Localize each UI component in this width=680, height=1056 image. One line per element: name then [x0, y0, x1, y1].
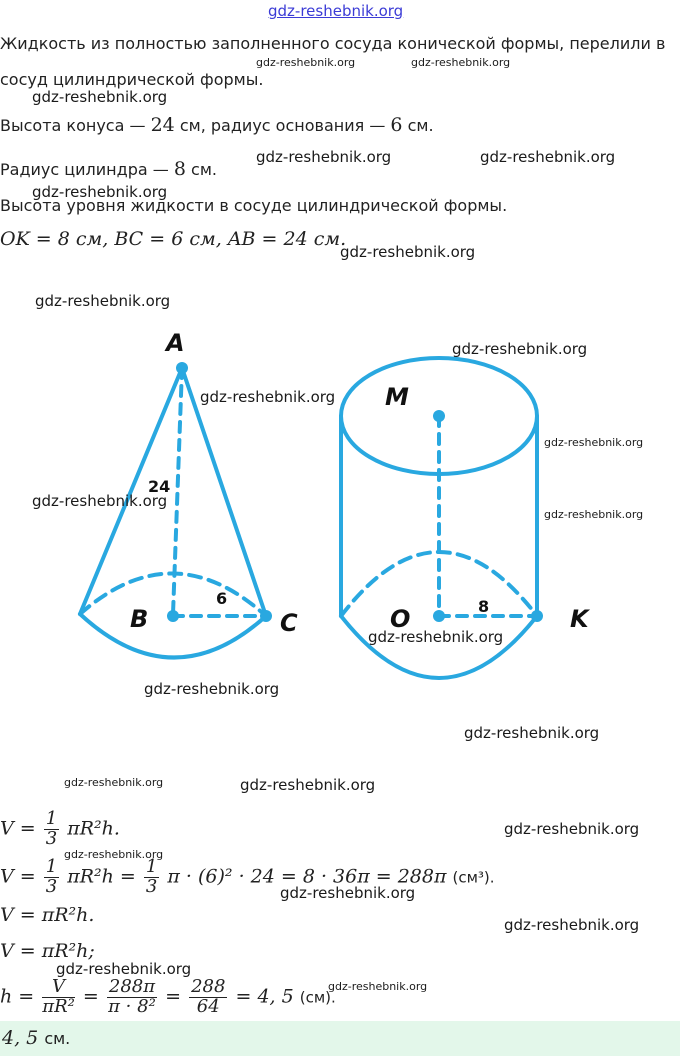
- fraction-one-third-3: [144, 858, 159, 897]
- given-values: OK = 8 см, BC = 6 см, AB = 24 см.: [0, 228, 347, 250]
- point-b-dot: [167, 610, 179, 622]
- cone-radius-value: 6: [390, 114, 403, 136]
- fraction-v-over-pir2: [42, 978, 75, 1017]
- watermark: gdz-reshebnik.org: [256, 56, 356, 69]
- watermark: gdz-reshebnik.org: [240, 776, 376, 794]
- watermark: gdz-reshebnik.org: [452, 340, 588, 358]
- formula-cylinder-volume-2: V = πR²h;: [0, 940, 95, 962]
- point-m-dot: [433, 410, 445, 422]
- watermark: gdz-reshebnik.org: [504, 916, 640, 934]
- watermark: gdz-reshebnik.org: [32, 183, 168, 201]
- label-c: C: [280, 609, 298, 637]
- formula-1-lhs: V =: [0, 817, 36, 840]
- watermark: gdz-reshebnik.org: [544, 508, 644, 521]
- answer-value: 4, 5: [2, 1027, 39, 1049]
- label-cone-height: 24: [148, 477, 171, 496]
- frac-den-2: 3: [45, 875, 58, 897]
- f3-num: 288: [191, 976, 226, 997]
- point-k-dot: [531, 610, 543, 622]
- label-b: B: [130, 605, 149, 633]
- formula-2-rhs: π · (6)² · 24 = 8 · 36π = 288π: [167, 865, 447, 888]
- formula-cylinder-volume: V = πR²h.: [0, 904, 95, 926]
- answer-unit: см.: [44, 1029, 71, 1048]
- cone-radius-label: см, радиус основания —: [179, 116, 386, 135]
- frac-num-3: 1: [145, 856, 158, 877]
- watermark: gdz-reshebnik.org: [544, 436, 644, 449]
- watermark: gdz-reshebnik.org: [64, 848, 164, 861]
- point-o-dot: [433, 610, 445, 622]
- label-a: A: [166, 329, 185, 357]
- cone-height-label: Высота конуса —: [0, 116, 146, 135]
- watermark: gdz-reshebnik.org: [56, 960, 192, 978]
- cylinder-radius: [0, 158, 217, 180]
- unit-cm: см.: [407, 116, 434, 135]
- watermark: gdz-reshebnik.org: [504, 820, 640, 838]
- problem-line-1: Жидкость из полностью заполненного сосуда конической формы, перелили в: [0, 34, 666, 53]
- formula-5-unit: (см).: [299, 988, 336, 1007]
- point-a-dot: [176, 362, 188, 374]
- f1-den: πR²: [42, 995, 75, 1017]
- watermark: gdz-reshebnik.org: [32, 88, 168, 106]
- fraction-one-third: [44, 810, 59, 849]
- fraction-one-third-2: [44, 858, 59, 897]
- watermark: gdz-reshebnik.org: [32, 492, 168, 510]
- frac-num-2: 1: [45, 856, 58, 877]
- point-c-dot: [260, 610, 272, 622]
- cone-height-line: [173, 368, 182, 614]
- answer-text: [2, 1027, 70, 1049]
- problem-line-2: сосуд цилиндрической формы.: [0, 70, 264, 89]
- formula-2-unit: (см³).: [452, 868, 495, 887]
- f3-den: 64: [196, 995, 220, 1017]
- cyl-radius-label: Радиус цилиндра —: [0, 160, 169, 179]
- formula-cone-volume-calc: [0, 858, 495, 897]
- watermark: gdz-reshebnik.org: [280, 884, 416, 902]
- label-m: M: [385, 383, 409, 411]
- cylinder-base-front: [341, 616, 537, 678]
- formula-1-rhs: πR²h.: [67, 817, 120, 840]
- fraction-288-over-64: [189, 978, 227, 1017]
- formula-5-lhs: h =: [0, 985, 35, 1008]
- formula-2-lhs: V =: [0, 865, 36, 888]
- formula-5-rhs: = 4, 5: [235, 985, 294, 1008]
- find-label: Высота уровня жидкости в сосуде цилиндрической формы.: [0, 196, 508, 215]
- cone-dimensions: [0, 114, 434, 136]
- watermark: gdz-reshebnik.org: [340, 243, 476, 261]
- unit-cm-2: см.: [191, 160, 217, 179]
- label-k: K: [570, 605, 589, 633]
- watermark: gdz-reshebnik.org: [464, 724, 600, 742]
- watermark: gdz-reshebnik.org: [256, 148, 392, 166]
- watermark: gdz-reshebnik.org: [64, 776, 164, 789]
- site-header-link[interactable]: gdz-reshebnik.org: [268, 2, 404, 20]
- f1-num: V: [42, 978, 75, 998]
- formula-2-mid: πR²h =: [67, 865, 136, 888]
- watermark: gdz-reshebnik.org: [368, 628, 504, 646]
- label-cone-radius: 6: [216, 589, 228, 608]
- watermark: gdz-reshebnik.org: [35, 292, 171, 310]
- watermark: gdz-reshebnik.org: [328, 980, 428, 993]
- formula-height: h = $\frac{V}{\text{πR²}}$ = $\frac{288\pi}{\text{π · 8²}}$ = $\frac{288}{64}$ = 4, 5 (см).: [0, 976, 336, 1017]
- watermark: gdz-reshebnik.org: [200, 388, 336, 406]
- label-cyl-radius: 8: [478, 597, 490, 616]
- label-o: O: [390, 605, 411, 633]
- f2-num: 288π: [108, 976, 156, 997]
- cyl-radius-value: 8: [173, 158, 186, 180]
- f2-den: π · 8²: [108, 995, 156, 1017]
- formula-cone-volume: [0, 810, 120, 849]
- watermark: gdz-reshebnik.org: [480, 148, 616, 166]
- frac-den: 3: [45, 827, 58, 849]
- fraction-288pi-over-pi64: [107, 978, 157, 1017]
- watermark: gdz-reshebnik.org: [144, 680, 280, 698]
- watermark: gdz-reshebnik.org: [411, 56, 511, 69]
- cone-height-value: 24: [150, 114, 175, 136]
- frac-den-3: 3: [145, 875, 158, 897]
- frac-num: 1: [45, 808, 58, 829]
- answer-bar: [0, 1021, 680, 1056]
